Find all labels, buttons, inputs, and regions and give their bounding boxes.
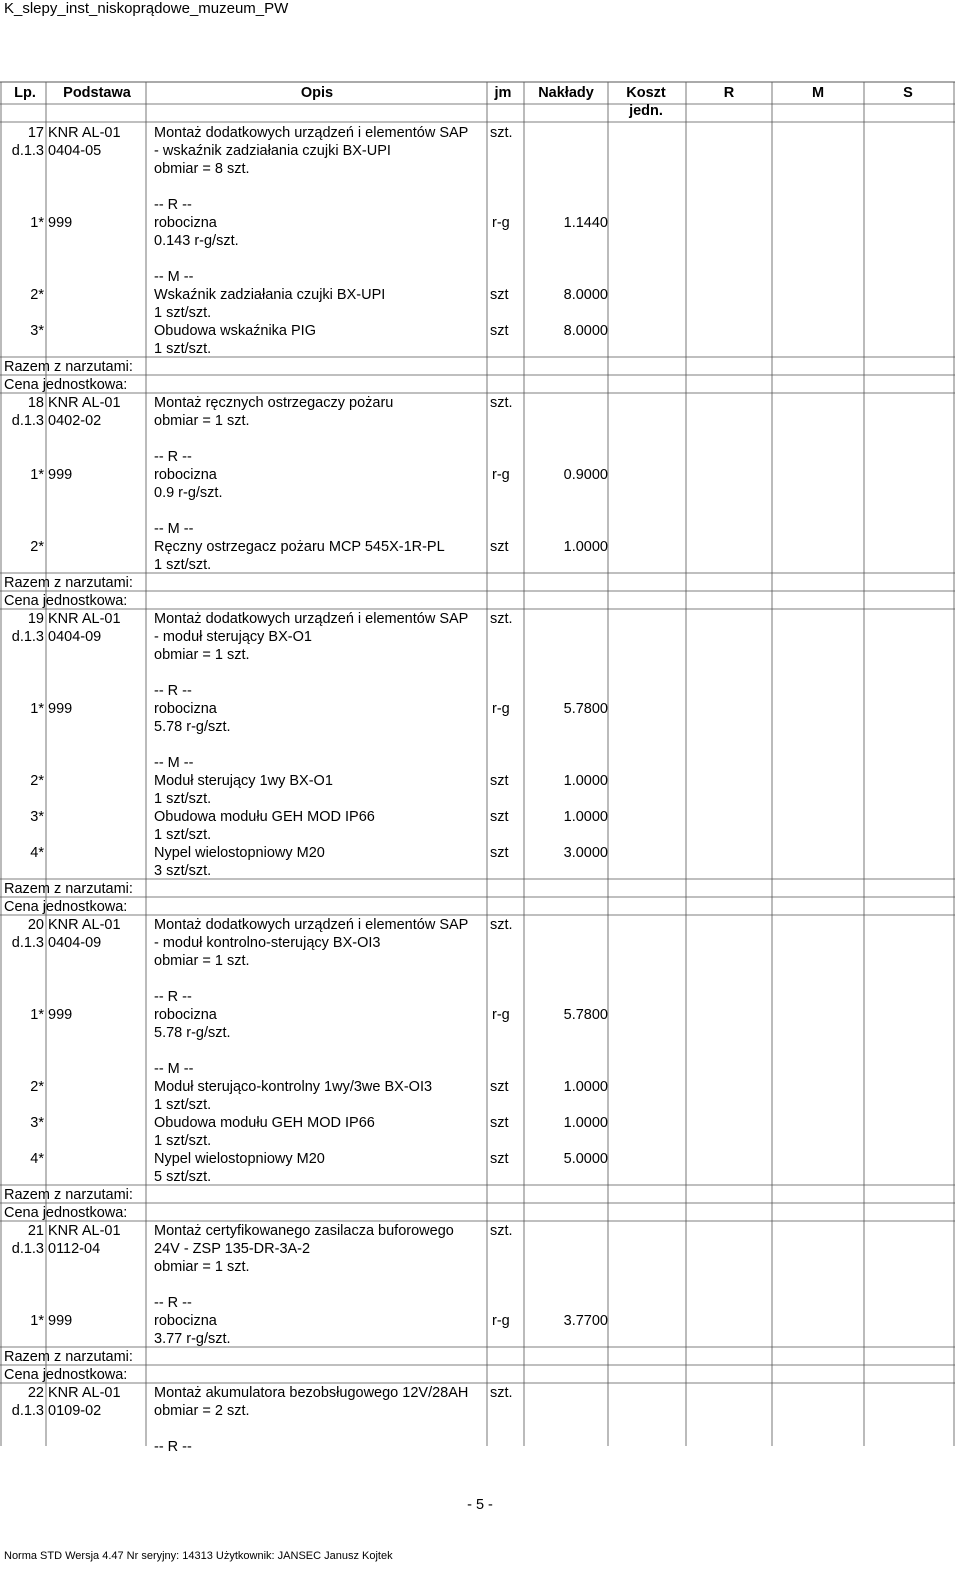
item-description: Montaż dodatkowych urządzeń i elementów SAP <box>154 917 469 933</box>
labour-code: 999 <box>48 1007 73 1023</box>
material-name: Nypel wielostopniowy M20 <box>154 1151 325 1167</box>
material-unit: szt <box>490 1079 509 1095</box>
material-lp: 3* <box>30 1115 44 1131</box>
material-lp: 3* <box>30 323 44 339</box>
material-value: 1.0000 <box>563 539 608 555</box>
header-m: M <box>811 85 825 101</box>
labour-lp: 1* <box>30 467 44 483</box>
material-unit: szt <box>490 287 509 303</box>
labour-section-label: -- R -- <box>154 449 192 465</box>
material-value: 3.0000 <box>563 845 608 861</box>
material-norm: 1 szt/szt. <box>154 791 212 807</box>
item-description: Montaż certyfikowanego zasilacza buforowego <box>154 1223 454 1239</box>
material-norm: 1 szt/szt. <box>154 827 212 843</box>
item-podstawa-code: 0404-09 <box>48 935 102 951</box>
labour-norm: 0.9 r-g/szt. <box>154 485 223 501</box>
material-section-label: -- M -- <box>154 1061 194 1077</box>
item-description: - moduł kontrolno-sterujący BX-OI3 <box>154 935 381 951</box>
item-unit: szt. <box>490 1223 513 1239</box>
material-unit: szt <box>490 845 509 861</box>
material-name: Nypel wielostopniowy M20 <box>154 845 325 861</box>
labour-norm: 0.143 r-g/szt. <box>154 233 239 249</box>
labour-section-label: -- R -- <box>154 989 192 1005</box>
material-value: 5.0000 <box>563 1151 608 1167</box>
item-unit: szt. <box>490 1385 513 1401</box>
item-lp-sub: d.1.3 <box>11 935 44 951</box>
labour-unit: r-g <box>492 1007 510 1023</box>
material-name: Obudowa modułu GEH MOD IP66 <box>154 1115 375 1131</box>
item-podstawa-code: 0404-05 <box>48 143 102 159</box>
item-unit: szt. <box>490 917 513 933</box>
item-podstawa: KNR AL-01 <box>48 395 121 411</box>
item-lp: 21 <box>27 1223 44 1239</box>
total-with-markup-label: Razem z narzutami: <box>4 1187 133 1203</box>
material-value: 1.0000 <box>563 773 608 789</box>
material-unit: szt <box>490 1115 509 1131</box>
labour-unit: r-g <box>492 215 510 231</box>
material-section-label: -- M -- <box>154 269 194 285</box>
document-title: K_slepy_inst_niskoprądowe_muzeum_PW <box>4 0 289 17</box>
material-value: 1.0000 <box>563 1079 608 1095</box>
header-koszt-jedn: jedn. <box>629 103 663 119</box>
item-description: Montaż akumulatora bezobsługowego 12V/28AH <box>154 1385 469 1401</box>
item-podstawa: KNR AL-01 <box>48 1385 121 1401</box>
labour-value: 5.7800 <box>563 701 608 717</box>
item-lp: 17 <box>27 125 44 141</box>
labour-value: 5.7800 <box>563 1007 608 1023</box>
item-description: - wskaźnik zadziałania czujki BX-UPI <box>154 143 391 159</box>
item-description: obmiar = 1 szt. <box>154 647 250 663</box>
labour-value: 3.7700 <box>563 1313 608 1329</box>
item-lp-sub: d.1.3 <box>11 413 44 429</box>
material-lp: 2* <box>30 1079 44 1095</box>
item-lp: 20 <box>27 917 44 933</box>
labour-norm: 5.78 r-g/szt. <box>154 719 231 735</box>
item-unit: szt. <box>490 395 513 411</box>
labour-name: robocizna <box>154 1007 217 1023</box>
footer-text: Norma STD Wersja 4.47 Nr seryjny: 14313 Użytkownik: JANSEC Janusz Kojtek <box>4 1550 393 1562</box>
item-description: Montaż dodatkowych urządzeń i elementów SAP <box>154 125 469 141</box>
material-value: 1.0000 <box>563 1115 608 1131</box>
item-description: Montaż dodatkowych urządzeń i elementów SAP <box>154 611 469 627</box>
item-lp-sub: d.1.3 <box>11 1241 44 1257</box>
item-podstawa-code: 0402-02 <box>48 413 102 429</box>
material-section-label: -- M -- <box>154 521 194 537</box>
labour-name: robocizna <box>154 467 217 483</box>
labour-lp: 1* <box>30 1007 44 1023</box>
labour-section-label: -- R -- <box>154 1295 192 1311</box>
header-r: R <box>723 85 735 101</box>
total-with-markup-label: Razem z narzutami: <box>4 575 133 591</box>
labour-code: 999 <box>48 467 73 483</box>
labour-lp: 1* <box>30 1313 44 1329</box>
material-norm: 1 szt/szt. <box>154 341 212 357</box>
material-lp: 2* <box>30 539 44 555</box>
item-description: - moduł sterujący BX-O1 <box>154 629 312 645</box>
material-norm: 1 szt/szt. <box>154 557 212 573</box>
item-unit: szt. <box>490 611 513 627</box>
material-unit: szt <box>490 773 509 789</box>
labour-section-label: -- R -- <box>154 683 192 699</box>
material-norm: 1 szt/szt. <box>154 305 212 321</box>
material-value: 8.0000 <box>563 323 608 339</box>
labour-name: robocizna <box>154 701 217 717</box>
item-lp: 22 <box>27 1385 44 1401</box>
labour-unit: r-g <box>492 701 510 717</box>
labour-lp: 1* <box>30 215 44 231</box>
item-podstawa: KNR AL-01 <box>48 611 121 627</box>
unit-price-label: Cena jednostkowa: <box>4 377 128 393</box>
item-description: obmiar = 1 szt. <box>154 413 250 429</box>
labour-name: robocizna <box>154 215 217 231</box>
unit-price-label: Cena jednostkowa: <box>4 1205 128 1221</box>
material-name: Obudowa modułu GEH MOD IP66 <box>154 809 375 825</box>
item-description: obmiar = 1 szt. <box>154 953 250 969</box>
item-description: Montaż ręcznych ostrzegaczy pożaru <box>154 395 394 411</box>
labour-section-label: -- R -- <box>154 197 192 213</box>
material-name: Obudowa wskaźnika PIG <box>154 323 316 339</box>
header-jm: jm <box>494 85 512 101</box>
material-value: 1.0000 <box>563 809 608 825</box>
labour-code: 999 <box>48 215 73 231</box>
material-name: Wskaźnik zadziałania czujki BX-UPI <box>154 287 386 303</box>
material-name: Moduł sterująco-kontrolny 1wy/3we BX-OI3 <box>154 1079 433 1095</box>
unit-price-label: Cena jednostkowa: <box>4 593 128 609</box>
material-unit: szt <box>490 809 509 825</box>
item-podstawa: KNR AL-01 <box>48 1223 121 1239</box>
labour-unit: r-g <box>492 1313 510 1329</box>
labour-norm: 5.78 r-g/szt. <box>154 1025 231 1041</box>
page-number: - 5 - <box>467 1497 493 1513</box>
material-norm: 3 szt/szt. <box>154 863 212 879</box>
material-lp: 2* <box>30 773 44 789</box>
labour-code: 999 <box>48 701 73 717</box>
item-lp: 18 <box>27 395 44 411</box>
item-lp-sub: d.1.3 <box>11 143 44 159</box>
item-lp-sub: d.1.3 <box>11 1403 44 1419</box>
material-unit: szt <box>490 539 509 555</box>
labour-norm: 3.77 r-g/szt. <box>154 1331 231 1347</box>
labour-name: robocizna <box>154 1313 217 1329</box>
item-description: obmiar = 2 szt. <box>154 1403 250 1419</box>
material-section-label: -- M -- <box>154 755 194 771</box>
material-value: 8.0000 <box>563 287 608 303</box>
item-lp-sub: d.1.3 <box>11 629 44 645</box>
header-koszt: Koszt <box>626 85 666 101</box>
header-naklady: Nakłady <box>538 85 594 101</box>
unit-price-label: Cena jednostkowa: <box>4 1367 128 1383</box>
material-norm: 1 szt/szt. <box>154 1133 212 1149</box>
material-lp: 2* <box>30 287 44 303</box>
item-podstawa: KNR AL-01 <box>48 125 121 141</box>
material-unit: szt <box>490 1151 509 1167</box>
material-norm: 5 szt/szt. <box>154 1169 212 1185</box>
total-with-markup-label: Razem z narzutami: <box>4 359 133 375</box>
labour-section-label: -- R -- <box>154 1439 192 1455</box>
unit-price-label: Cena jednostkowa: <box>4 899 128 915</box>
item-podstawa-code: 0112-04 <box>48 1241 101 1257</box>
material-lp: 4* <box>30 1151 44 1167</box>
total-with-markup-label: Razem z narzutami: <box>4 1349 133 1365</box>
item-podstawa-code: 0109-02 <box>48 1403 102 1419</box>
item-lp: 19 <box>27 611 44 627</box>
labour-code: 999 <box>48 1313 73 1329</box>
material-unit: szt <box>490 323 509 339</box>
material-name: Moduł sterujący 1wy BX-O1 <box>154 773 333 789</box>
material-name: Ręczny ostrzegacz pożaru MCP 545X-1R-PL <box>154 539 445 555</box>
labour-value: 0.9000 <box>563 467 608 483</box>
item-unit: szt. <box>490 125 513 141</box>
item-podstawa-code: 0404-09 <box>48 629 102 645</box>
labour-lp: 1* <box>30 701 44 717</box>
header-s: S <box>903 85 913 101</box>
item-description: 24V - ZSP 135-DR-3A-2 <box>154 1241 311 1257</box>
total-with-markup-label: Razem z narzutami: <box>4 881 133 897</box>
header-lp: Lp. <box>14 85 36 101</box>
item-podstawa: KNR AL-01 <box>48 917 121 933</box>
header-opis: Opis <box>300 85 334 101</box>
material-norm: 1 szt/szt. <box>154 1097 212 1113</box>
material-lp: 4* <box>30 845 44 861</box>
labour-value: 1.1440 <box>563 215 608 231</box>
header-podstawa: Podstawa <box>63 85 131 101</box>
item-description: obmiar = 8 szt. <box>154 161 250 177</box>
material-lp: 3* <box>30 809 44 825</box>
item-description: obmiar = 1 szt. <box>154 1259 250 1275</box>
labour-unit: r-g <box>492 467 510 483</box>
